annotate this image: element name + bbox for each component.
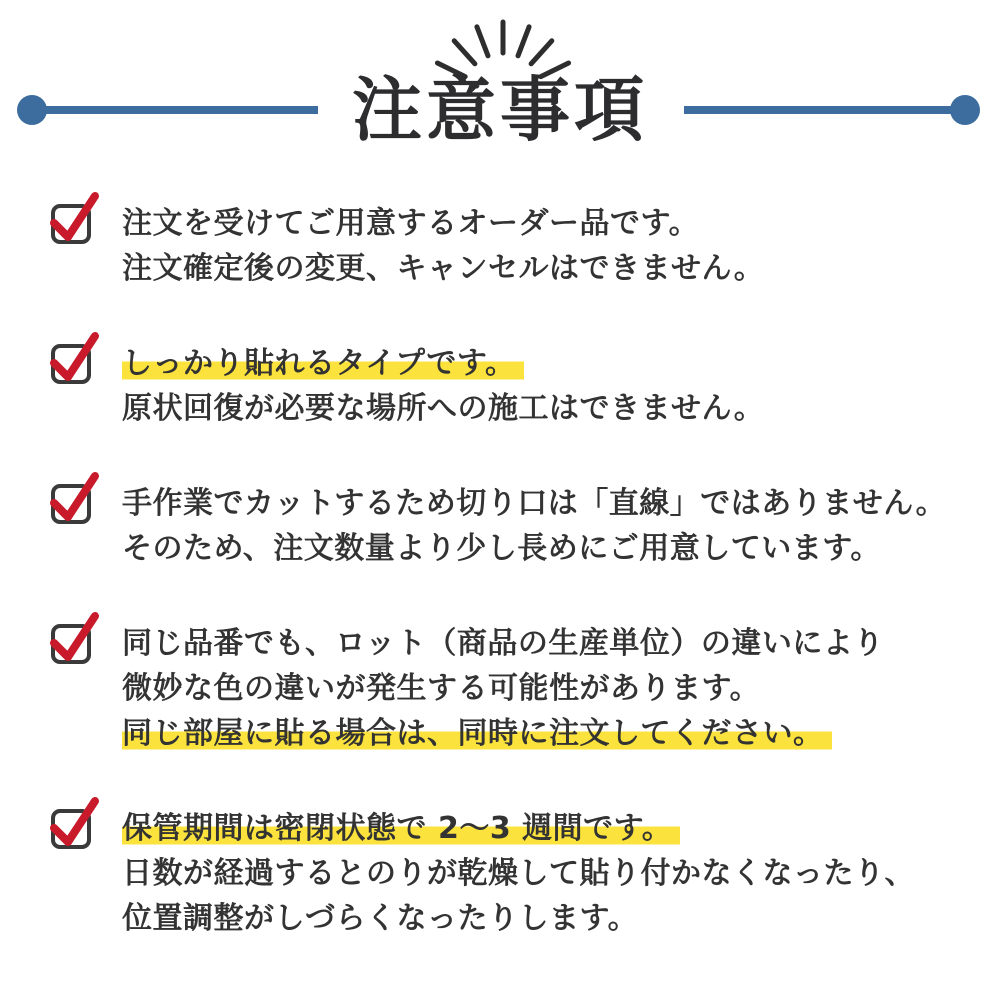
item-lines: [122, 201, 764, 291]
notice-line: [122, 526, 946, 571]
rule-bar: [684, 106, 955, 114]
highlighted-text: 保管期間は密閉状態で 2〜3 週間です。: [122, 811, 680, 846]
notice-line: [122, 201, 764, 246]
notice-line: [122, 711, 884, 756]
highlighted-text: 同じ部屋に貼る場合は、同時に注文してください。: [122, 716, 832, 751]
item-lines: [122, 806, 915, 941]
rule-dot-icon: [950, 95, 980, 125]
notice-line: [122, 806, 915, 851]
item-lines: [122, 341, 764, 431]
notice-line: [122, 621, 884, 666]
notice-line: [122, 481, 946, 526]
notice-text: 日数が経過するとのりが乾燥して貼り付かなくなったり、: [122, 856, 915, 891]
notice-text: 原状回復が必要な場所への施工はできません。: [122, 391, 765, 426]
notice-text: 微妙な色の違いが発生する可能性があります。: [122, 671, 761, 706]
notice-list: [0, 201, 1000, 941]
notice-text: 注文確定後の変更、キャンセルはできません。: [122, 251, 765, 286]
header: [0, 0, 1000, 152]
page-title: 注意事項: [352, 69, 648, 151]
notice-text: そのため、注文数量より少し長めにご用意しています。: [122, 531, 881, 566]
checkbox-checked-icon: [49, 608, 99, 664]
notice-line: [122, 246, 764, 291]
checkbox-checked-icon: [49, 793, 99, 849]
notice-text: 注文を受けてご用意するオーダー品です。: [122, 206, 700, 241]
notice-text: 手作業でカットするため切り口は「直線」ではありません。: [122, 486, 947, 521]
notice-text: 位置調整がしづらくなったりします。: [122, 901, 639, 936]
notice-line: [122, 386, 764, 431]
notice-text: 同じ品番でも、ロット（商品の生産単位）の違いにより: [122, 626, 884, 661]
checkbox-checked-icon: [49, 188, 99, 244]
notice-line: [122, 896, 915, 941]
highlighted-text: しっかり貼れるタイプです。: [122, 346, 524, 381]
item-lines: [122, 481, 946, 571]
checkbox-checked-icon: [49, 328, 99, 384]
notice-line: [122, 666, 884, 711]
notice-item: [49, 201, 1000, 291]
notice-item: [49, 806, 1000, 941]
notice-line: [122, 851, 915, 896]
notice-line: [122, 341, 764, 386]
notice-item: [49, 621, 1000, 756]
notice-item: [49, 341, 1000, 431]
title-rule-right: [684, 95, 980, 125]
item-lines: [122, 621, 884, 756]
checkbox-checked-icon: [49, 468, 99, 524]
notice-item: [49, 481, 1000, 571]
